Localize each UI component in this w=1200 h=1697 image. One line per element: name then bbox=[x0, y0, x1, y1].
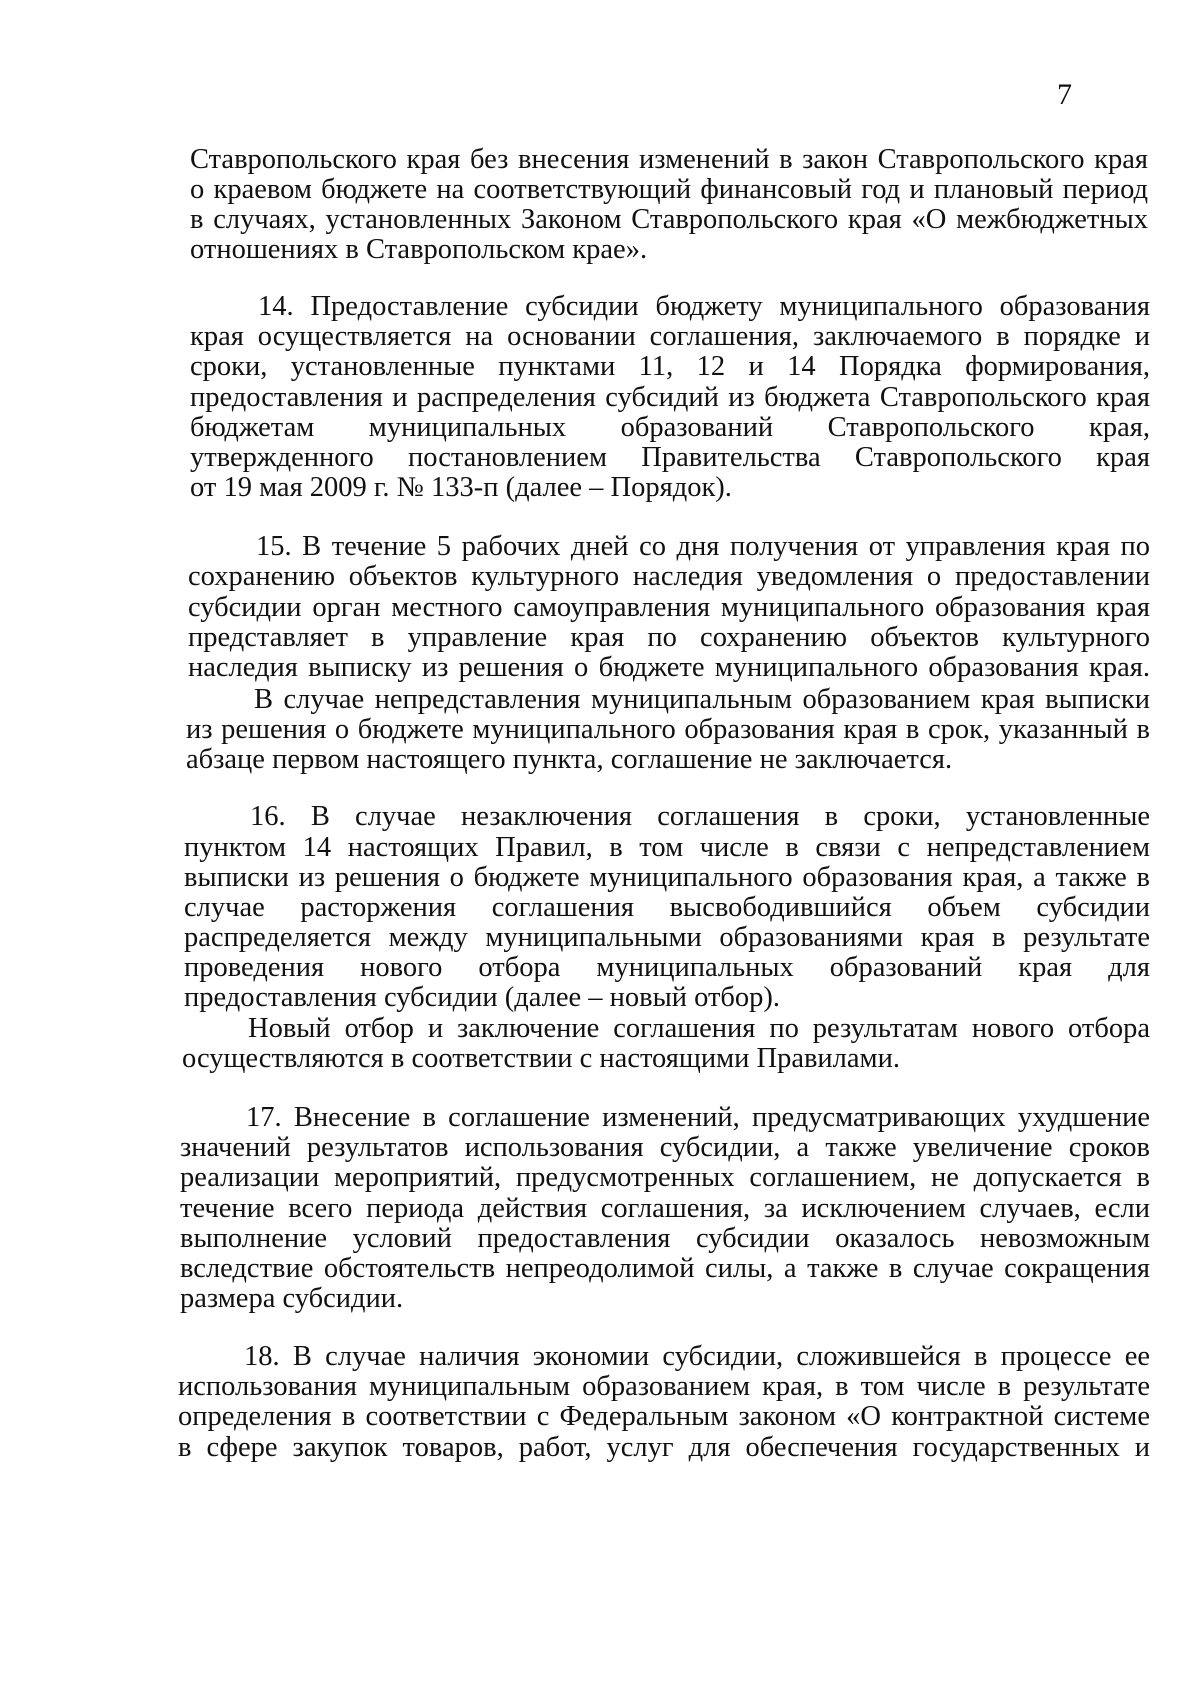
text-line: 15. В течение 5 рабочих дней со дня получения от управления края по bbox=[256, 531, 1150, 562]
text-line: отношениях в Ставропольском крае». bbox=[190, 234, 648, 265]
text-line: из решения о бюджете муниципального образования края в срок, указанный в bbox=[186, 714, 1150, 745]
text-line: предоставления и распределения субсидий из бюджета Ставропольского края bbox=[190, 382, 1150, 413]
text-line: 14. Предоставление субсидии бюджету муниципального образования bbox=[258, 291, 1150, 322]
text-line: использования муниципальным образованием края, в том числе в результате bbox=[178, 1371, 1150, 1402]
text-line: в сфере закупок товаров, работ, услуг для обеспечения государственных и bbox=[178, 1432, 1150, 1463]
text-line: реализации мероприятий, предусмотренных соглашением, не допускается в bbox=[180, 1162, 1150, 1193]
text-line: представляет в управление края по сохранению объектов культурного bbox=[188, 622, 1150, 653]
text-line: 16. В случае незаключения соглашения в сроки, установленные bbox=[250, 801, 1150, 832]
text-line: от 19 мая 2009 г. № 133-п (далее – Порядок). bbox=[190, 472, 732, 503]
text-line: Новый отбор и заключение соглашения по результатам нового отбора bbox=[248, 1013, 1150, 1044]
text-line: случае расторжения соглашения высвободившийся объем субсидии bbox=[184, 892, 1150, 923]
text-line: бюджетам муниципальных образований Ставропольского края, bbox=[190, 412, 1150, 443]
text-line: осуществляются в соответствии с настоящими Правилами. bbox=[182, 1043, 900, 1074]
text-line: о краевом бюджете на соответствующий финансовый год и плановый период bbox=[190, 174, 1148, 205]
text-line: утвержденного постановлением Правительства Ставропольского края bbox=[190, 442, 1150, 473]
text-line: сроки, установленные пунктами 11, 12 и 14 Порядка формирования, bbox=[190, 351, 1150, 382]
text-line: В случае непредставления муниципальным образованием края выписки bbox=[254, 684, 1150, 715]
text-line: наследия выписку из решения о бюджете муниципального образования края. bbox=[188, 652, 1150, 683]
text-line: в случаях, установленных Законом Ставропольского края «О межбюджетных bbox=[190, 204, 1148, 235]
page-number: 7 bbox=[1057, 78, 1072, 111]
text-line: течение всего периода действия соглашения, за исключением случаев, если bbox=[180, 1193, 1150, 1224]
text-line: выписки из решения о бюджете муниципального образования края, а также в bbox=[184, 862, 1150, 893]
text-line: выполнение условий предоставления субсидии оказалось невозможным bbox=[180, 1223, 1150, 1254]
text-line: вследствие обстоятельств непреодолимой силы, а также в случае сокращения bbox=[180, 1253, 1150, 1284]
text-line: пунктом 14 настоящих Правил, в том числе в связи с непредставлением bbox=[184, 832, 1150, 863]
text-line: абзаце первом настоящего пункта, соглашение не заключается. bbox=[186, 744, 953, 775]
text-line: края осуществляется на основании соглашения, заключаемого в порядке и bbox=[190, 321, 1150, 352]
text-line: проведения нового отбора муниципальных образований края для bbox=[184, 952, 1150, 983]
text-line: распределяется между муниципальными образованиями края в результате bbox=[184, 922, 1150, 953]
text-line: 17. Внесение в соглашение изменений, предусматривающих ухудшение bbox=[246, 1102, 1150, 1133]
text-line: размера субсидии. bbox=[180, 1283, 404, 1314]
text-line: значений результатов использования субсидии, а также увеличение сроков bbox=[180, 1132, 1150, 1163]
text-line: предоставления субсидии (далее – новый отбор). bbox=[184, 982, 781, 1013]
text-line: сохранению объектов культурного наследия уведомления о предоставлении bbox=[188, 561, 1150, 592]
text-line: Ставропольского края без внесения изменений в закон Ставропольского края bbox=[190, 144, 1148, 175]
text-line: субсидии орган местного самоуправления муниципального образования края bbox=[188, 592, 1150, 623]
text-line: 18. В случае наличия экономии субсидии, сложившейся в процессе ее bbox=[244, 1341, 1150, 1372]
text-line: определения в соответствии с Федеральным законом «О контрактной системе bbox=[178, 1401, 1150, 1432]
